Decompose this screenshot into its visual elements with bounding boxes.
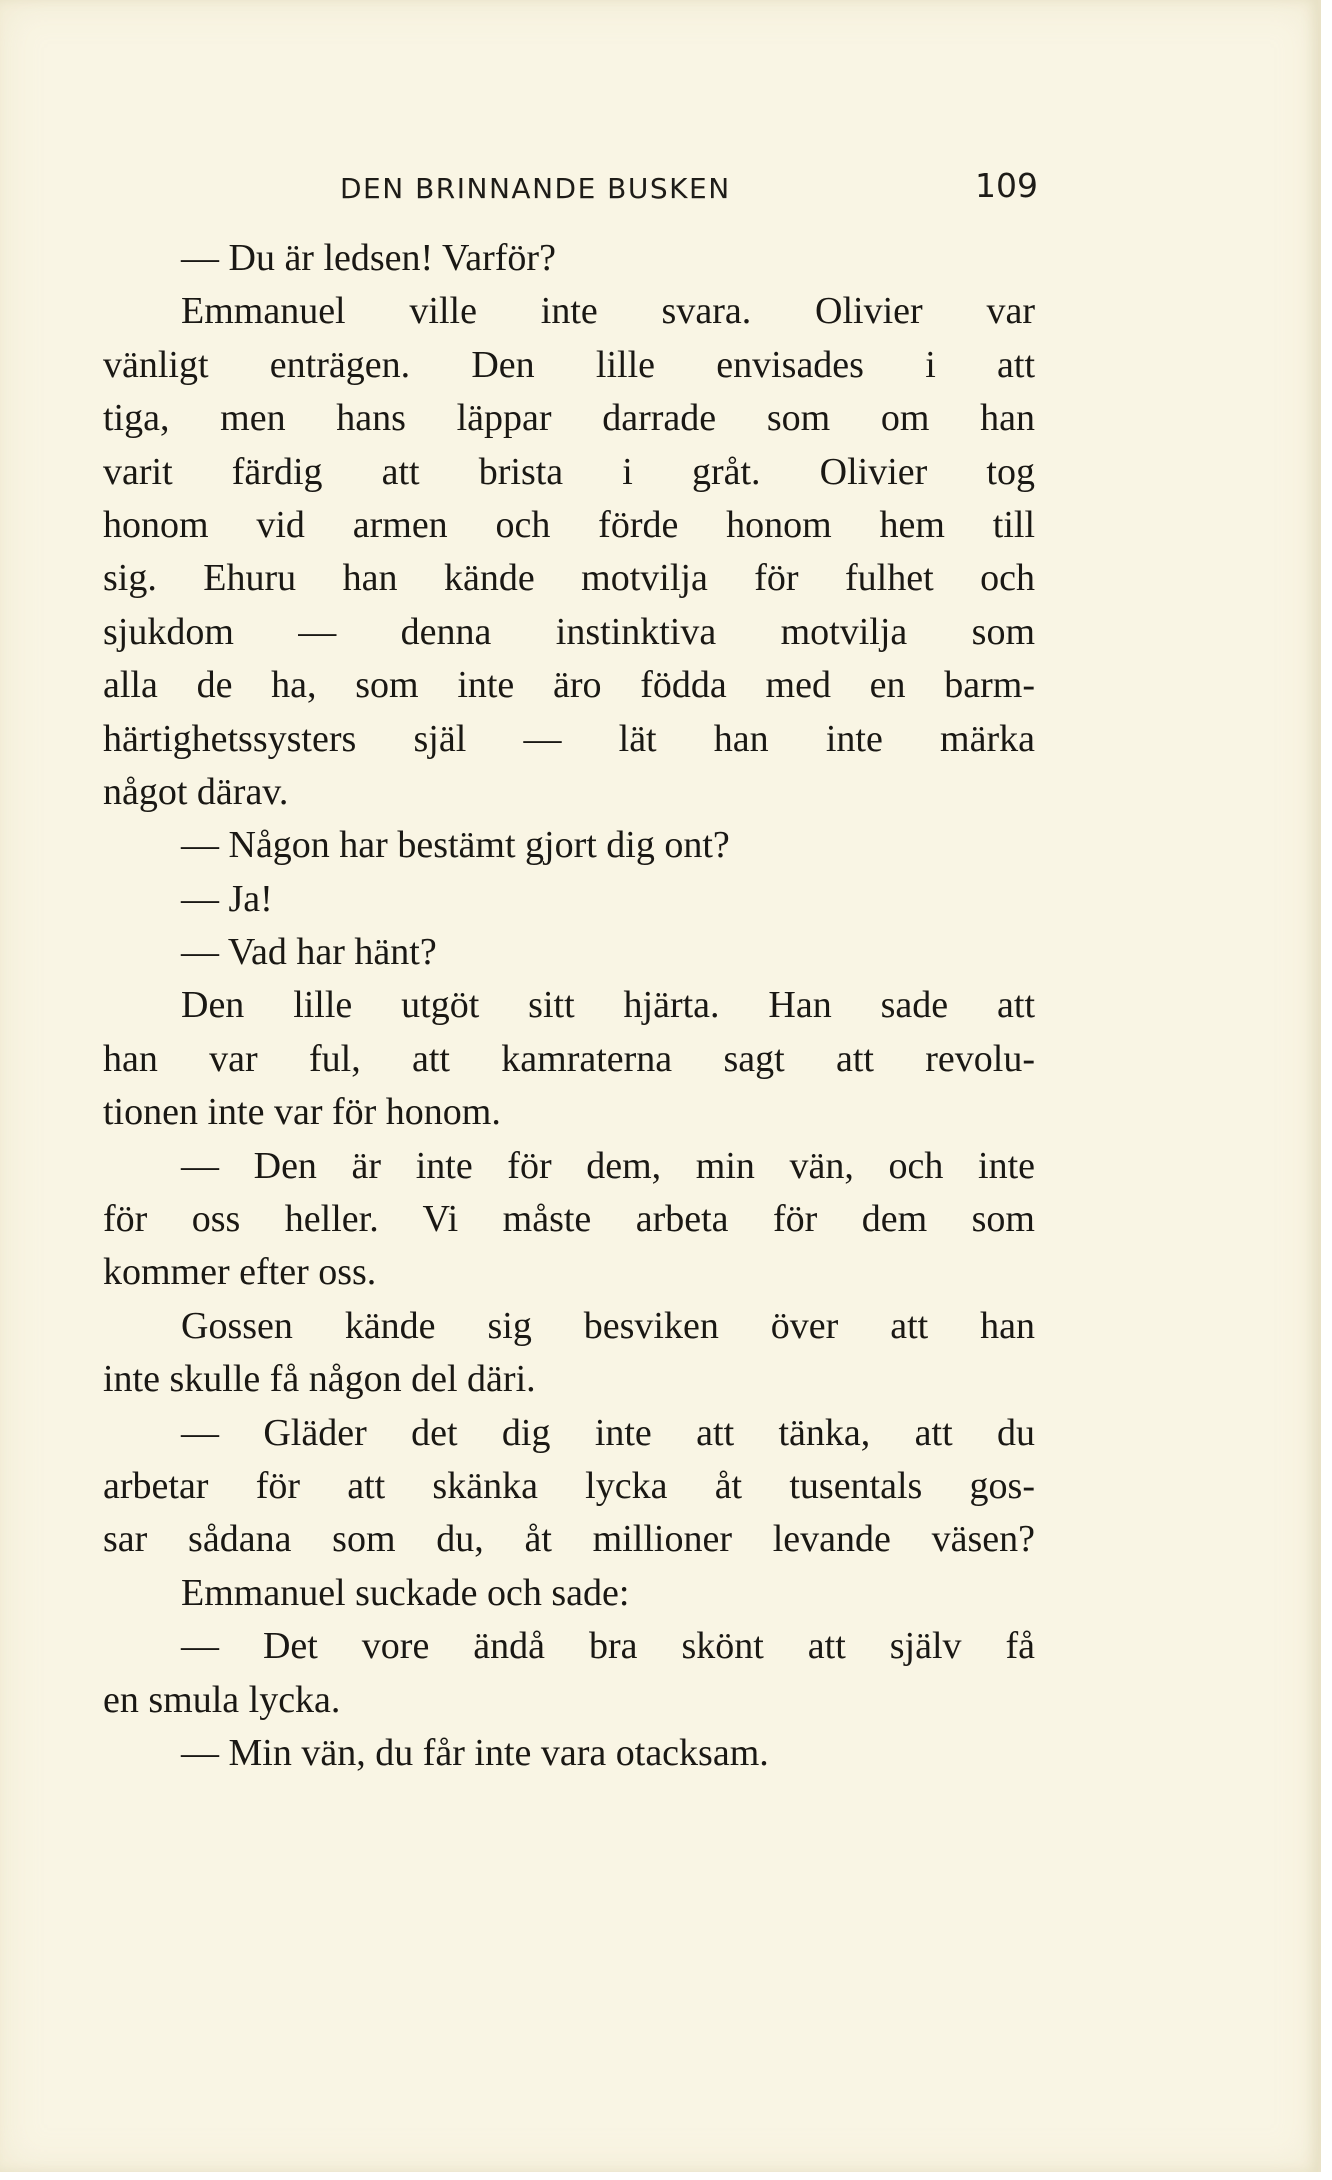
page-number: 109 [975, 166, 1038, 205]
text-line: — Gläder det dig inte att tänka, att du [181, 1411, 1035, 1454]
text-line: — Min vän, du får inte vara otacksam. [181, 1731, 769, 1774]
text-line: inte skulle få någon del däri. [103, 1358, 536, 1401]
text-line: Emmanuel ville inte svara. Olivier var [181, 290, 1035, 333]
text-line: Emmanuel suckade och sade: [181, 1571, 630, 1614]
text-line: arbetar för att skänka lycka åt tusentals gos- [103, 1464, 1035, 1507]
text-line: för oss heller. Vi måste arbeta för dem som [103, 1198, 1035, 1241]
text-line: honom vid armen och förde honom hem till [103, 503, 1035, 546]
text-line: tiga, men hans läppar darrade som om han [103, 397, 1035, 440]
text-line: — Någon har bestämt gjort dig ont? [181, 824, 730, 867]
text-line: tionen inte var för honom. [103, 1091, 501, 1134]
running-title: DEN BRINNANDE BUSKEN [340, 172, 731, 205]
text-line: något därav. [103, 770, 289, 813]
text-line: sar sådana som du, åt millioner levande väsen? [103, 1518, 1035, 1561]
text-line: sig. Ehuru han kände motvilja för fulhet och [103, 557, 1035, 600]
text-line: — Du är ledsen! Varför? [181, 237, 556, 279]
text-line: vänligt enträgen. Den lille envisades i att [103, 343, 1035, 386]
text-line: varit färdig att brista i gråt. Olivier tog [103, 450, 1035, 493]
body-text [103, 232, 1035, 1780]
text-line: kommer efter oss. [103, 1251, 377, 1294]
text-line: Gossen kände sig besviken över att han [181, 1304, 1035, 1347]
text-line: Den lille utgöt sitt hjärta. Han sade att [181, 984, 1035, 1027]
text-line: — Det vore ändå bra skönt att själv få [181, 1625, 1035, 1668]
text-line: alla de ha, som inte äro födda med en barm- [103, 664, 1035, 707]
text-line: härtighetssysters själ — lät han inte märka [103, 717, 1035, 760]
text-line: — Ja! [181, 877, 273, 920]
text-line: — Den är inte för dem, min vän, och inte [181, 1144, 1035, 1187]
text-line: sjukdom — denna instinktiva motvilja som [103, 610, 1035, 653]
text-line: — Vad har hänt? [181, 931, 437, 974]
text-line: en smula lycka. [103, 1678, 341, 1721]
text-line: han var ful, att kamraterna sagt att revolu- [103, 1037, 1035, 1080]
